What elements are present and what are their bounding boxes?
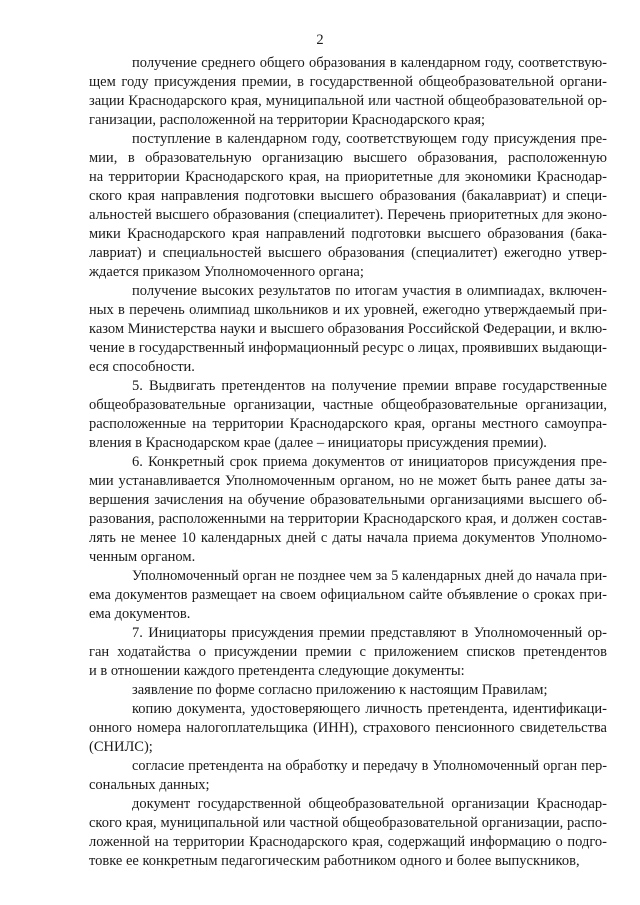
paragraph <box>89 795 607 871</box>
paragraph <box>89 700 607 757</box>
text-line: и в отношении каждого претендента следующие документы: <box>89 663 465 679</box>
text-line: расположенные на территории Краснодарского края, органы местного самоупра- <box>89 416 607 432</box>
text-line: ных в перечень олимпиад школьников и их уровней, ежегодно утверждаемый при- <box>89 302 607 318</box>
text-line: лавриат) и специальностей высшего образования (специалитет) ежегодно утвер- <box>89 245 607 261</box>
text-line: ского края направления подготовки высшего образования (бакалавриат) и специ- <box>89 188 607 204</box>
text-line: лять не менее 10 календарных дней с даты начала приема документов Уполномо- <box>89 530 607 546</box>
paragraph <box>89 624 607 681</box>
text-line: зации Краснодарского края, муниципальной или частной общеобразовательной ор- <box>89 93 607 109</box>
paragraph <box>89 453 607 567</box>
text-line: вершения зачисления на обучение образовательными организациями высшего об- <box>89 492 607 508</box>
paragraph <box>89 282 607 377</box>
page-number: 2 <box>316 32 324 48</box>
text-line: ган ходатайства о присуждении премии с приложением списков претендентов <box>89 644 607 660</box>
paragraph <box>89 681 607 700</box>
text-line: 5. Выдвигать претендентов на получение премии вправе государственные <box>132 378 607 394</box>
text-line: сональных данных; <box>89 777 210 793</box>
text-line: онного номера налогоплательщика (ИНН), страхового пенсионного свидетельства <box>89 720 607 736</box>
text-line: ема документов. <box>89 606 191 622</box>
text-line: согласие претендента на обработку и передачу в Уполномоченный орган пер- <box>132 758 607 774</box>
text-line: заявление по форме согласно приложению к настоящим Правилам; <box>132 682 548 698</box>
text-line: ченным органом. <box>89 549 196 565</box>
text-line: ложенной на территории Краснодарского края, содержащий информацию о подго- <box>89 834 607 850</box>
text-line: Уполномоченный орган не позднее чем за 5 календарных дней до начала при- <box>132 568 607 584</box>
text-line: (СНИЛС); <box>89 739 153 755</box>
text-line: ганизации, расположенной на территории Краснодарского края; <box>89 112 486 128</box>
text-line: альностей высшего образования (специалитет). Перечень приоритетных для эконо- <box>89 207 607 223</box>
text-line: 6. Конкретный срок приема документов от инициаторов присуждения пре- <box>132 454 607 470</box>
text-line: документ государственной общеобразовательной организации Краснодар- <box>132 796 607 812</box>
text-line: на территории Краснодарского края, на приоритетные для экономики Краснодар- <box>89 169 607 185</box>
text-line: разования, расположенными на территории Краснодарского края, и должен состав- <box>89 511 607 527</box>
text-line: вления в Краснодарском крае (далее – инициаторы присуждения премии). <box>89 435 547 451</box>
paragraph <box>89 54 607 130</box>
paragraph <box>89 377 607 453</box>
text-line: 7. Инициаторы присуждения премии представляют в Уполномоченный ор- <box>132 625 607 641</box>
text-line: еся способности. <box>89 359 195 375</box>
paragraph <box>89 567 607 624</box>
paragraph <box>89 757 607 795</box>
text-line: копию документа, удостоверяющего личность претендента, идентификаци- <box>132 701 607 717</box>
text-line: мии, в образовательную организацию высшего образования, расположенную <box>89 150 607 166</box>
text-line: чение в государственный информационный ресурс о лицах, проявивших выдающи- <box>89 340 607 356</box>
document-body <box>89 54 607 871</box>
text-line: товке ее конкретным педагогическим работником одного и более выпускников, <box>89 853 580 869</box>
text-line: получение среднего общего образования в календарном году, соответствую- <box>132 55 607 71</box>
text-line: мии устанавливается Уполномоченным органом, но не может быть ранее даты за- <box>89 473 607 489</box>
text-line: казом Министерства науки и высшего образования Российской Федерации, и вклю- <box>89 321 607 337</box>
text-line: ждается приказом Уполномоченного органа; <box>89 264 364 280</box>
text-line: ема документов размещает на своем официальном сайте объявление о сроках при- <box>89 587 607 603</box>
text-line: щем году присуждения премии, в государственной общеобразовательной органи- <box>89 74 607 90</box>
text-line: поступление в календарном году, соответствующем году присуждения пре- <box>132 131 607 147</box>
text-line: ского края, муниципальной или частной общеобразовательной организации, распо- <box>89 815 607 831</box>
text-line: мики Краснодарского края направлений подготовки высшего образования (бака- <box>89 226 607 242</box>
paragraph <box>89 130 607 282</box>
text-line: общеобразовательные организации, частные общеобразовательные организации, <box>89 397 607 413</box>
text-line: получение высоких результатов по итогам участия в олимпиадах, включен- <box>132 283 607 299</box>
